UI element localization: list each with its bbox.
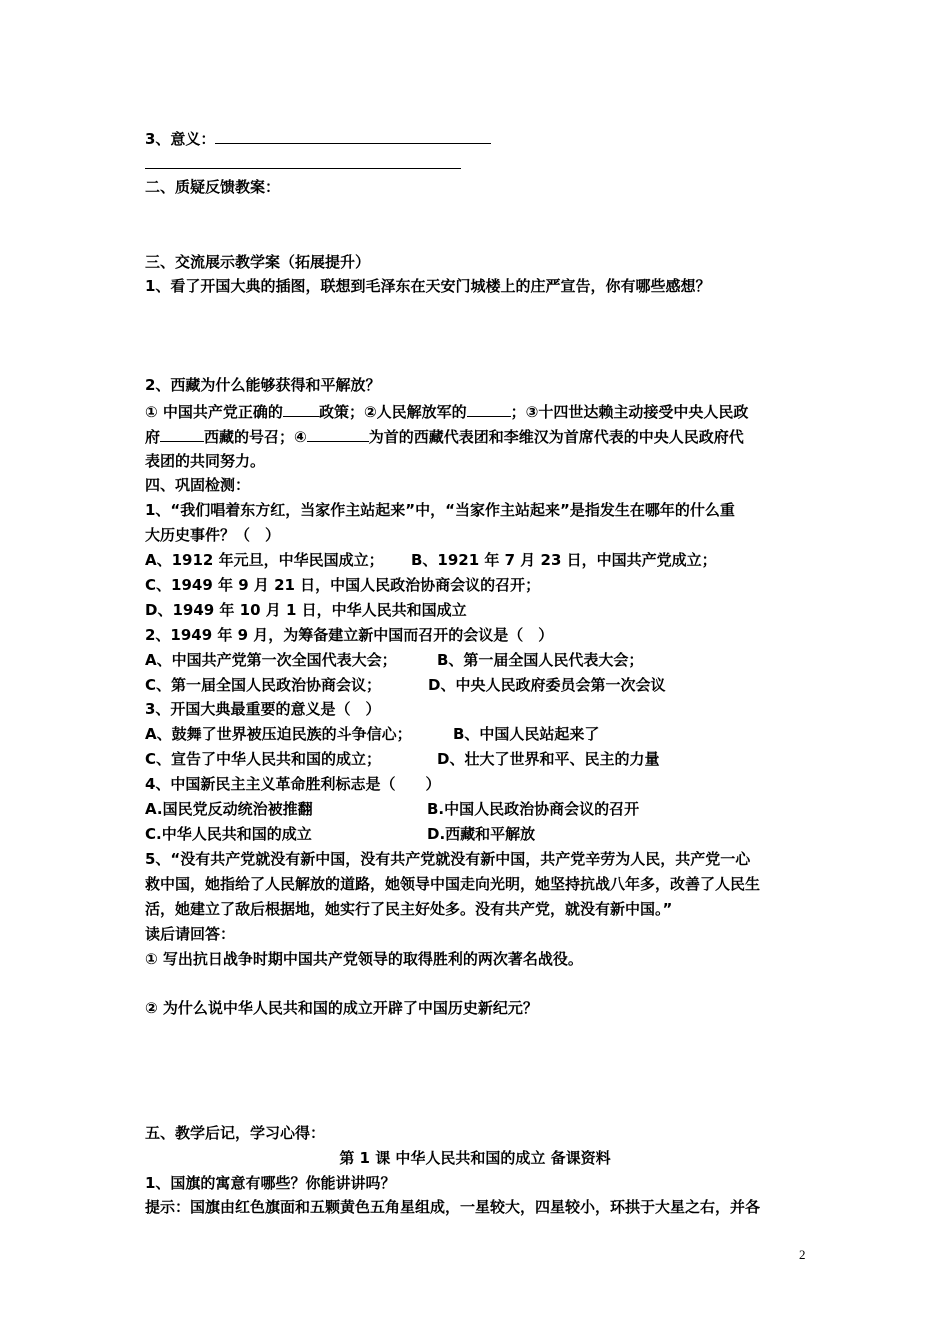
- quiz-q1-line2: 大历史事件？（ ）: [145, 526, 281, 544]
- tibet-line-1: [145, 401, 748, 422]
- quiz-q2-options-ab: [145, 650, 644, 670]
- quiz-q2: 2、1949 年 9 月，为筹备建立新中国而召开的会议是（ ）: [145, 626, 554, 644]
- section-4-title: 四、巩固检测：: [145, 476, 251, 494]
- option-d: D.西藏和平解放: [427, 825, 536, 843]
- quiz-q4-options-cd: [145, 824, 536, 844]
- quiz-q5-line1: 5、“没有共产党就没有新中国，没有共产党就没有新中国，共产党辛劳为人民，共产党一心: [145, 850, 751, 868]
- option-a: A、鼓舞了世界被压迫民族的斗争信心；: [145, 725, 412, 743]
- quiz-q1-option-c: C、1949 年 9 月 21 日，中国人民政治协商会议的召开；: [145, 576, 541, 594]
- fill-blank: [160, 426, 204, 442]
- section-5-title: 五、教学后记，学习心得：: [145, 1124, 326, 1142]
- option-c: C、宣告了中华人民共和国的成立；: [145, 750, 382, 768]
- fill-blank: [283, 401, 319, 417]
- section-3-title: 三、交流展示教学案（拓展提升）: [145, 253, 371, 271]
- option-b: B、中国人民站起来了: [453, 725, 600, 743]
- quiz-q3-options-cd: [145, 749, 660, 769]
- quiz-q5-line2: 救中国，她指给了人民解放的道路，她领导中国走向光明，她坚持抗战八年多，改善了人民生: [145, 875, 761, 893]
- option-b: B.中国人民政治协商会议的召开: [427, 800, 640, 818]
- option-d: D、中央人民政府委员会第一次会议: [428, 676, 666, 694]
- appendix-q1: 1、国旗的寓意有哪些？你能讲讲吗？: [145, 1174, 396, 1192]
- section-2-title: 二、质疑反馈教案：: [145, 178, 281, 196]
- tibet-text: 为首的西藏代表团和李维汉为首席代表的中央人民政府代: [368, 428, 744, 446]
- quiz-q5-sub2: ② 为什么说中华人民共和国的成立开辟了中国历史新纪元？: [145, 999, 538, 1017]
- tibet-text: ；③十四世达赖主动接受中央人民政: [510, 403, 749, 421]
- tibet-line-2: [145, 426, 744, 447]
- quiz-q1-option-d: D、1949 年 10 月 1 日，中华人民共和国成立: [145, 601, 467, 619]
- option-b: B、1921 年 7 月 23 日，中国共产党成立；: [411, 551, 717, 569]
- quiz-q5-line3: 活，她建立了敌后根据地，她实行了民主好处多。没有共产党，就没有新中国。”: [145, 900, 673, 918]
- tibet-line-3: 表团的共同努力。: [145, 452, 266, 470]
- option-a: A、中国共产党第一次全国代表大会；: [145, 651, 397, 669]
- quiz-q2-options-cd: [145, 675, 666, 695]
- quiz-q1-line1: 1、“我们唱着东方红，当家作主站起来”中，“当家作主站起来”是指发生在哪年的什么重: [145, 501, 735, 519]
- page-number: 2: [799, 1247, 806, 1262]
- quiz-q1-options-ab: [145, 550, 717, 570]
- option-b: B、第一届全国人民代表大会；: [437, 651, 644, 669]
- tibet-text: 府: [145, 428, 161, 446]
- option-a: A.国民党反动统治被推翻: [145, 800, 313, 818]
- answer-rule: [145, 168, 461, 169]
- option-c: C.中华人民共和国的成立: [145, 825, 312, 843]
- section-3-q2: 2、西藏为什么能够获得和平解放？: [145, 376, 381, 394]
- quiz-q4: 4、中国新民主主义革命胜利标志是（ ）: [145, 775, 441, 793]
- fill-blank: [307, 426, 369, 442]
- meaning-line: [145, 128, 491, 149]
- quiz-q5-sub1: ① 写出抗日战争时期中国共产党领导的取得胜利的两次著名战役。: [145, 950, 583, 968]
- fill-blank: [467, 401, 511, 417]
- section-3-q1: 1、看了开国大典的插图，联想到毛泽东在天安门城楼上的庄严宣告，你有哪些感想？: [145, 277, 711, 295]
- quiz-q4-options-ab: [145, 799, 640, 819]
- option-c: C、第一届全国人民政治协商会议；: [145, 676, 382, 694]
- meaning-label: 3、意义：: [145, 130, 216, 148]
- tibet-text: ① 中国共产党正确的: [145, 403, 283, 421]
- appendix-heading: 第 1 课 中华人民共和国的成立 备课资料: [339, 1149, 611, 1167]
- option-d: D、壮大了世界和平、民主的力量: [437, 750, 660, 768]
- quiz-q3-options-ab: [145, 724, 600, 744]
- tibet-text: 政策；②人民解放军的: [318, 403, 467, 421]
- option-a: A、1912 年元旦，中华民国成立；: [145, 551, 384, 569]
- meaning-blank: [215, 128, 491, 144]
- appendix-hint: 提示：国旗由红色旗面和五颗黄色五角星组成，一星较大，四星较小，环拱于大星之右，并各: [145, 1198, 761, 1216]
- quiz-q5-read: 读后请回答：: [145, 925, 236, 943]
- quiz-q3: 3、开国大典最重要的意义是（ ）: [145, 700, 381, 718]
- tibet-text: 西藏的号召；④: [204, 428, 307, 446]
